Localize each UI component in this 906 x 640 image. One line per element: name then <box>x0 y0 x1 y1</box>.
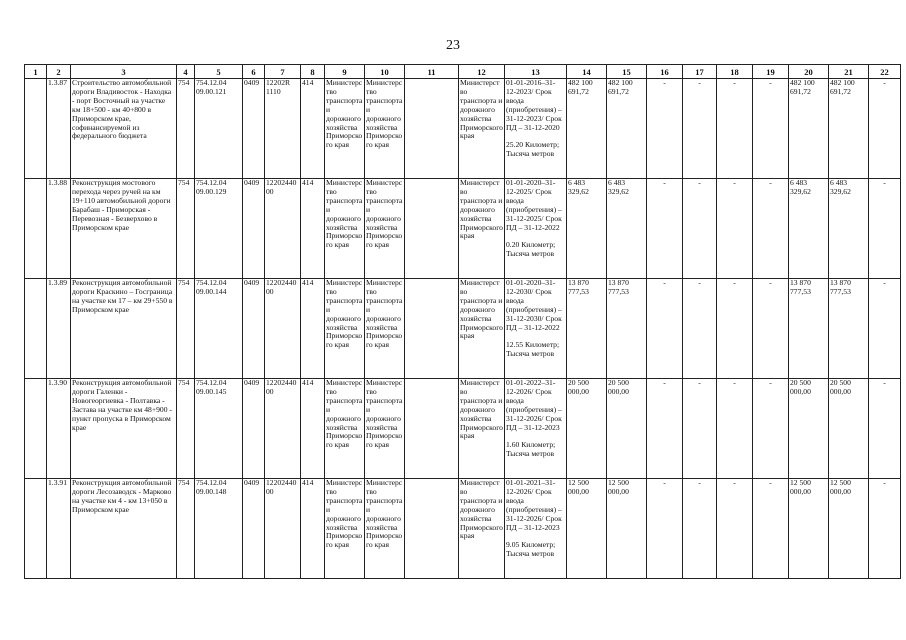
header-cell: 3 <box>71 65 177 79</box>
value-cell: - <box>717 279 753 379</box>
value-cell: - <box>753 79 789 179</box>
row-index-cell <box>25 79 47 179</box>
developer-cell: Министерство транспорта и дорожного хозяйства Приморского края <box>365 379 405 479</box>
header-cell: 10 <box>365 65 405 79</box>
header-row <box>25 65 901 79</box>
developer-cell: Министерство транспорта и дорожного хозяйства Приморского края <box>365 79 405 179</box>
table-row <box>25 379 901 479</box>
section-code-cell: 0409 <box>243 379 265 479</box>
item-number-cell: 1.3.91 <box>47 479 71 579</box>
section-code-cell: 0409 <box>243 479 265 579</box>
value-cell: - <box>869 379 901 479</box>
funding-cell: 13 870 777,53 <box>789 279 829 379</box>
page-number: 23 <box>446 38 460 53</box>
row-index-cell <box>25 479 47 579</box>
value-cell: - <box>753 379 789 479</box>
value-cell: - <box>647 179 683 279</box>
value-cell: - <box>869 479 901 579</box>
item-number-cell: 1.3.89 <box>47 279 71 379</box>
header-cell: 16 <box>647 65 683 79</box>
target-article-cell: 1220244000 <box>265 379 301 479</box>
responsible-cell: Министерство транспорта и дорожного хозяйства Приморского края <box>459 279 505 379</box>
header-cell: 20 <box>789 65 829 79</box>
responsible-cell: Министерство транспорта и дорожного хозяйства Приморского края <box>459 179 505 279</box>
empty-cell <box>405 379 459 479</box>
row-index-cell <box>25 279 47 379</box>
header-cell: 11 <box>405 65 459 79</box>
grbs-code-cell: 754 <box>177 379 195 479</box>
responsible-cell: Министерство транспорта и дорожного хозяйства Приморского края <box>459 379 505 479</box>
row-index-cell <box>25 179 47 279</box>
responsible-cell: Министерство транспорта и дорожного хозяйства Приморского края <box>459 79 505 179</box>
value-cell: - <box>647 379 683 479</box>
grbs-code-cell: 754 <box>177 279 195 379</box>
estimated-cost-cell: 12 500 000,00 <box>567 479 607 579</box>
header-cell: 2 <box>47 65 71 79</box>
empty-cell <box>405 479 459 579</box>
value-cell: - <box>683 279 717 379</box>
value-cell: - <box>717 479 753 579</box>
developer-cell: Министерство транспорта и дорожного хозяйства Приморского края <box>365 179 405 279</box>
schedule-capacity-cell: 01-01-2022–31-12-2026/ Срок ввода (приобретения) – 31-12-2026/ Срок ПД – 31-12-2023 1.60 Километр; Тысяча метров <box>505 379 567 479</box>
funding-cell: 6 483 329,62 <box>829 179 869 279</box>
funding-cell: 482 100 691,72 <box>829 79 869 179</box>
item-number-cell: 1.3.87 <box>47 79 71 179</box>
table-row <box>25 179 901 279</box>
schedule-capacity-cell: 01-01-2020–31-12-2025/ Срок ввода (приобретения) – 31-12-2025/ Срок ПД – 31-12-2022 0.20 Километр; Тысяча метров <box>505 179 567 279</box>
empty-cell <box>405 79 459 179</box>
object-name-cell: Реконструкция автомобильной дороги Лесозаводск - Марково на участке км 4 - км 13+050 в Приморском крае <box>71 479 177 579</box>
value-cell: - <box>717 179 753 279</box>
expense-type-cell: 414 <box>301 479 325 579</box>
header-cell: 4 <box>177 65 195 79</box>
schedule-capacity-cell: 01-01-2016–31-12-2023/ Срок ввода (приобретения) – 31-12-2023/ Срок ПД – 31-12-2020 25.20 Километр; Тысяча метров <box>505 79 567 179</box>
value-cell: - <box>683 79 717 179</box>
object-code-cell: 754.12.04 09.00.144 <box>195 279 243 379</box>
cost-remaining-cell: 20 500 000,00 <box>607 379 647 479</box>
value-cell: - <box>647 479 683 579</box>
funding-cell: 482 100 691,72 <box>789 79 829 179</box>
object-name-cell: Реконструкция автомобильной дороги Краскино – Госграница на участке км 17 – км 29+550 в Приморском крае <box>71 279 177 379</box>
header-cell: 9 <box>325 65 365 79</box>
funding-cell: 12 500 000,00 <box>789 479 829 579</box>
value-cell: - <box>647 279 683 379</box>
value-cell: - <box>753 479 789 579</box>
expense-type-cell: 414 <box>301 279 325 379</box>
target-article-cell: 1220244000 <box>265 479 301 579</box>
header-cell: 12 <box>459 65 505 79</box>
customer-cell: Министерство транспорта и дорожного хозяйства Приморского края <box>325 379 365 479</box>
expense-type-cell: 414 <box>301 79 325 179</box>
header-cell: 15 <box>607 65 647 79</box>
value-cell: - <box>647 79 683 179</box>
value-cell: - <box>683 479 717 579</box>
object-code-cell: 754.12.04 09.00.129 <box>195 179 243 279</box>
estimated-cost-cell: 6 483 329,62 <box>567 179 607 279</box>
grbs-code-cell: 754 <box>177 179 195 279</box>
object-code-cell: 754.12.04 09.00.145 <box>195 379 243 479</box>
empty-cell <box>405 279 459 379</box>
header-cell: 7 <box>265 65 301 79</box>
estimated-cost-cell: 13 870 777,53 <box>567 279 607 379</box>
funding-cell: 12 500 000,00 <box>829 479 869 579</box>
funding-cell: 6 483 329,62 <box>789 179 829 279</box>
header-cell: 1 <box>25 65 47 79</box>
value-cell: - <box>753 179 789 279</box>
header-cell: 5 <box>195 65 243 79</box>
schedule-capacity-cell: 01-01-2020–31-12-2030/ Срок ввода (приобретения) – 31-12-2030/ Срок ПД – 31-12-2022 12.55 Километр; Тысяча метров <box>505 279 567 379</box>
developer-cell: Министерство транспорта и дорожного хозяйства Приморского края <box>365 279 405 379</box>
target-article-cell: 12202R 1110 <box>265 79 301 179</box>
value-cell: - <box>869 279 901 379</box>
expense-type-cell: 414 <box>301 179 325 279</box>
header-cell: 13 <box>505 65 567 79</box>
developer-cell: Министерство транспорта и дорожного хозяйства Приморского края <box>365 479 405 579</box>
header-cell: 19 <box>753 65 789 79</box>
funding-cell: 20 500 000,00 <box>829 379 869 479</box>
grbs-code-cell: 754 <box>177 79 195 179</box>
value-cell: - <box>683 379 717 479</box>
header-cell: 6 <box>243 65 265 79</box>
value-cell: - <box>869 179 901 279</box>
schedule-capacity-cell: 01-01-2021–31-12-2026/ Срок ввода (приобретения) – 31-12-2026/ Срок ПД – 31-12-2023 9.05 Километр; Тысяча метров <box>505 479 567 579</box>
cost-remaining-cell: 13 870 777,53 <box>607 279 647 379</box>
table-row <box>25 79 901 179</box>
cost-remaining-cell: 12 500 000,00 <box>607 479 647 579</box>
header-cell: 17 <box>683 65 717 79</box>
table-row <box>25 279 901 379</box>
investment-table <box>24 64 901 579</box>
customer-cell: Министерство транспорта и дорожного хозяйства Приморского края <box>325 79 365 179</box>
object-name-cell: Реконструкция мостового перехода через ручей на км 19+110 автомобильной дороги Барабаш - Приморская - Перевозная - Безверхово в Приморском крае <box>71 179 177 279</box>
value-cell: - <box>717 79 753 179</box>
section-code-cell: 0409 <box>243 179 265 279</box>
value-cell: - <box>869 79 901 179</box>
value-cell: - <box>753 279 789 379</box>
header-cell: 18 <box>717 65 753 79</box>
value-cell: - <box>717 379 753 479</box>
target-article-cell: 1220244000 <box>265 279 301 379</box>
object-name-cell: Реконструкция автомобильной дороги Галенки - Новогеоргиевка - Полтавка - Застава на участке км 48+900 - пункт пропуска в Приморском крае <box>71 379 177 479</box>
header-cell: 8 <box>301 65 325 79</box>
funding-cell: 13 870 777,53 <box>829 279 869 379</box>
header-cell: 21 <box>829 65 869 79</box>
grbs-code-cell: 754 <box>177 479 195 579</box>
customer-cell: Министерство транспорта и дорожного хозяйства Приморского края <box>325 479 365 579</box>
object-code-cell: 754.12.04 09.00.148 <box>195 479 243 579</box>
header-cell: 14 <box>567 65 607 79</box>
item-number-cell: 1.3.88 <box>47 179 71 279</box>
value-cell: - <box>683 179 717 279</box>
cost-remaining-cell: 482 100 691,72 <box>607 79 647 179</box>
expense-type-cell: 414 <box>301 379 325 479</box>
responsible-cell: Министерство транспорта и дорожного хозяйства Приморского края <box>459 479 505 579</box>
estimated-cost-cell: 20 500 000,00 <box>567 379 607 479</box>
header-cell: 22 <box>869 65 901 79</box>
row-index-cell <box>25 379 47 479</box>
object-code-cell: 754.12.04 09.00.121 <box>195 79 243 179</box>
customer-cell: Министерство транспорта и дорожного хозяйства Приморского края <box>325 279 365 379</box>
item-number-cell: 1.3.90 <box>47 379 71 479</box>
cost-remaining-cell: 6 483 329,62 <box>607 179 647 279</box>
object-name-cell: Строительство автомобильной дороги Владивосток - Находка - порт Восточный на участке км 18+500 - км 40+800 в Приморском крае, софинансируемой из федерального бюджета <box>71 79 177 179</box>
estimated-cost-cell: 482 100 691,72 <box>567 79 607 179</box>
section-code-cell: 0409 <box>243 79 265 179</box>
section-code-cell: 0409 <box>243 279 265 379</box>
funding-cell: 20 500 000,00 <box>789 379 829 479</box>
table-row <box>25 479 901 579</box>
target-article-cell: 1220244000 <box>265 179 301 279</box>
customer-cell: Министерство транспорта и дорожного хозяйства Приморского края <box>325 179 365 279</box>
empty-cell <box>405 179 459 279</box>
